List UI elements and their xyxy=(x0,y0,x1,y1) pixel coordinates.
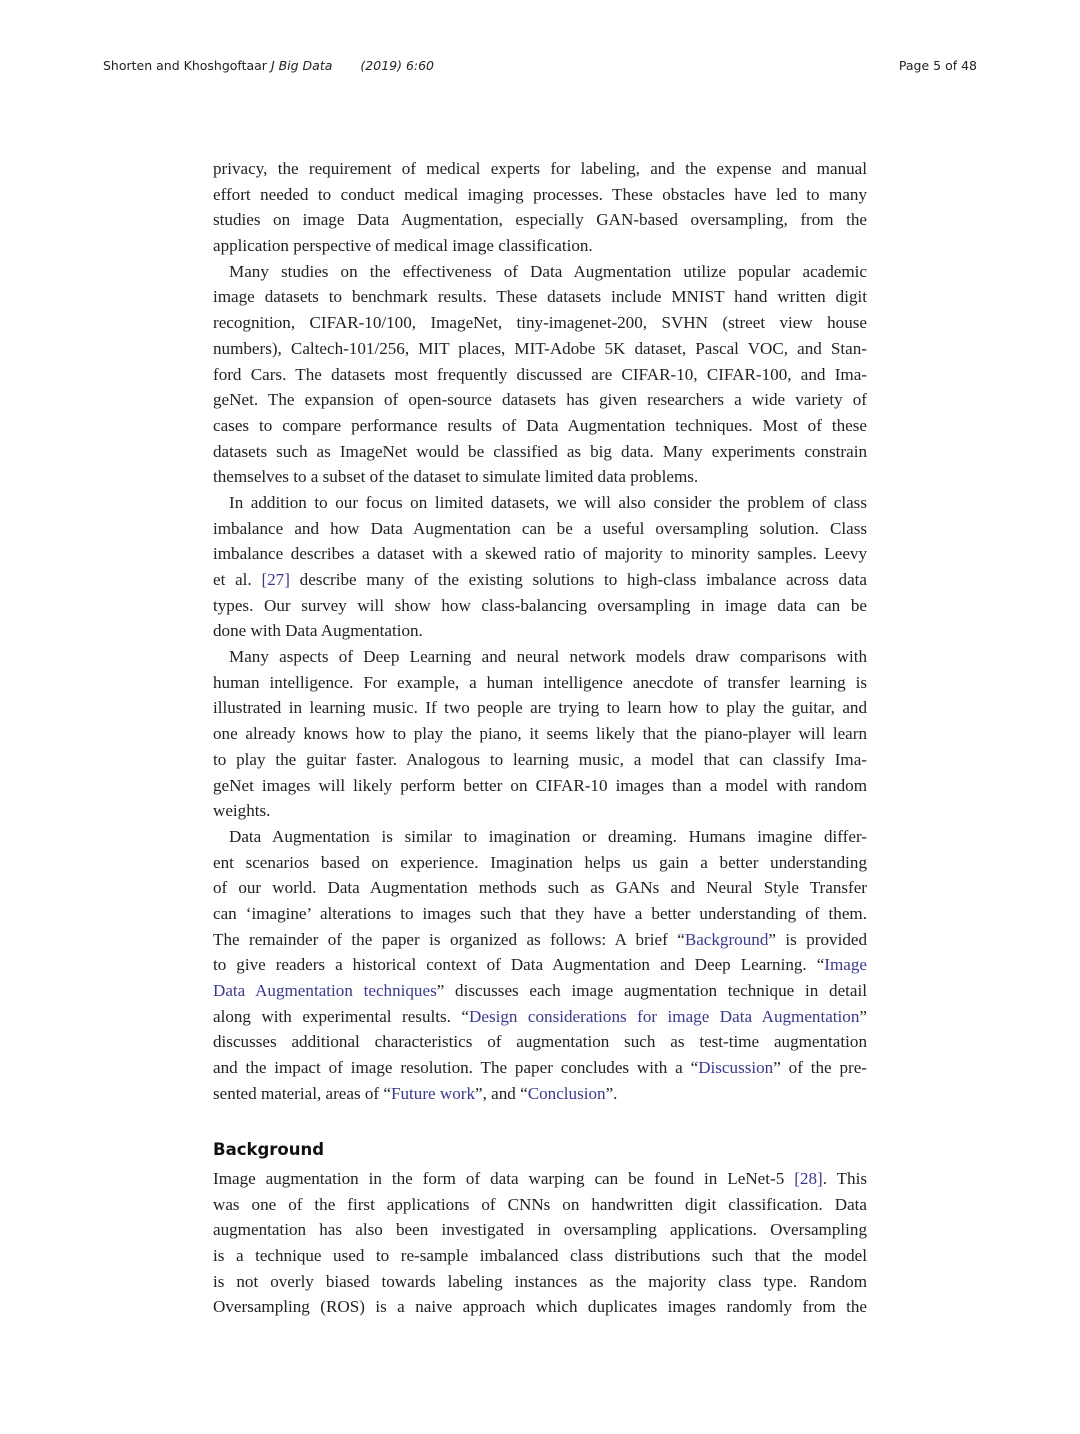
paragraph xyxy=(213,156,867,259)
text-line xyxy=(213,952,867,978)
text-line: Data Augmentation is similar to imagination or dreaming. Humans imagine differ- xyxy=(229,826,867,846)
text-line: themselves to a subset of the dataset to simulate limited data problems. xyxy=(213,467,699,487)
text-segment: et al. xyxy=(213,570,262,589)
section-body-text xyxy=(213,1166,867,1320)
text-line: is a technique used to re-sample imbalanced class distributions such that the model xyxy=(213,1246,867,1266)
text-line: can ‘imagine’ alterations to images such that they have a better understanding of them. xyxy=(213,903,867,923)
cross-reference-link[interactable]: Image xyxy=(824,955,867,975)
text-line: is not overly biased towards labeling instances as the majority class type. Random xyxy=(213,1271,867,1291)
text-segment: ” xyxy=(859,1006,867,1026)
page-number: Page 5 of 48 xyxy=(898,58,977,73)
text-line: studies on image Data Augmentation, especially GAN-based oversampling, from the xyxy=(213,210,867,230)
text-line xyxy=(213,1166,867,1192)
text-line xyxy=(213,567,867,593)
text-line: imbalance and how Data Augmentation can be a useful oversampling solution. Class xyxy=(213,518,867,538)
text-line: In addition to our focus on limited datasets, we will also consider the problem of class xyxy=(229,492,867,512)
text-line: ford Cars. The datasets most frequently discussed are CIFAR-10, CIFAR-100, and Ima- xyxy=(213,364,867,384)
paragraph xyxy=(213,824,867,1107)
cross-reference-link[interactable]: Background xyxy=(684,929,769,949)
text-segment: Image augmentation in the form of data warping can be found in LeNet-5 xyxy=(213,1169,795,1188)
text-segment: ”. xyxy=(605,1083,618,1103)
cross-reference-link[interactable]: [28] xyxy=(794,1169,823,1188)
text-line: imbalance describes a dataset with a skewed ratio of majority to minority samples. Leevy xyxy=(213,544,867,564)
text-line xyxy=(213,1055,867,1081)
text-line xyxy=(213,1004,867,1030)
text-line: to play the guitar faster. Analogous to learning music, a model that can classify Ima- xyxy=(213,749,867,769)
text-line: of our world. Data Augmentation methods such as GANs and Neural Style Transfer xyxy=(213,878,867,898)
text-segment: and the impact of image resolution. The paper concludes with a “ xyxy=(213,1058,699,1078)
text-line: geNet images will likely perform better on CIFAR-10 images than a model with random xyxy=(213,775,867,795)
text-line: Many aspects of Deep Learning and neural network models draw comparisons with xyxy=(229,647,867,667)
section-heading: Background xyxy=(213,1140,325,1159)
text-line xyxy=(213,978,867,1004)
text-segment: ” of the pre- xyxy=(773,1058,867,1078)
body-text xyxy=(213,156,867,1106)
volume-info: (2019) 6:60 xyxy=(360,58,435,73)
text-line: augmentation has also been investigated in oversampling applications. Oversampling xyxy=(213,1220,867,1240)
text-line xyxy=(213,1081,867,1107)
text-line: privacy, the requirement of medical experts for labeling, and the expense and manual xyxy=(213,159,867,178)
text-line xyxy=(213,927,867,953)
text-segment: . This xyxy=(822,1169,867,1188)
paragraph xyxy=(213,490,867,644)
text-line: one already knows how to play the piano, it seems likely that the piano-player will learn xyxy=(213,724,867,744)
text-line: was one of the first applications of CNNs on handwritten digit classification. Data xyxy=(213,1194,867,1214)
cross-reference-link[interactable]: Discussion xyxy=(698,1058,774,1078)
running-header xyxy=(103,58,977,78)
paragraph xyxy=(213,259,867,490)
text-line: geNet. The expansion of open-source datasets has given researchers a wide variety of xyxy=(213,390,867,410)
cross-reference-link[interactable]: [27] xyxy=(261,570,290,589)
text-line: image datasets to benchmark results. These datasets include MNIST hand written digit xyxy=(213,287,867,307)
text-line: human intelligence. For example, a human intelligence anecdote of transfer learning is xyxy=(213,672,867,692)
text-line: application perspective of medical image classification. xyxy=(213,236,593,256)
paragraph xyxy=(213,1166,867,1320)
text-line: Oversampling (ROS) is a naive approach which duplicates images randomly from the xyxy=(213,1297,867,1317)
text-line: illustrated in learning music. If two people are trying to learn how to play the guitar, and xyxy=(213,698,867,718)
text-line: cases to compare performance results of Data Augmentation techniques. Most of these xyxy=(213,415,867,435)
text-segment: ” discusses each image augmentation technique in detail xyxy=(436,981,867,1000)
text-line: types. Our survey will show how class-balancing oversampling in image data can be xyxy=(213,595,867,615)
text-segment: along with experimental results. “ xyxy=(213,1006,470,1026)
citation-header xyxy=(103,58,434,73)
text-segment: ”, and “ xyxy=(475,1083,528,1103)
authors: Shorten and Khoshgoftaar xyxy=(103,58,267,73)
text-line: numbers), Caltech-101/256, MIT places, MIT-Adobe 5K dataset, Pascal VOC, and Stan- xyxy=(213,338,867,358)
journal-name: J Big Data xyxy=(270,58,333,73)
text-line: discusses additional characteristics of augmentation such as test-time augmentation xyxy=(213,1032,867,1052)
paragraph xyxy=(213,644,867,824)
text-line: done with Data Augmentation. xyxy=(213,621,423,641)
text-segment: sented material, areas of “ xyxy=(213,1083,391,1103)
text-line: recognition, CIFAR-10/100, ImageNet, tiny-imagenet-200, SVHN (street view house xyxy=(213,313,867,333)
text-segment: The remainder of the paper is organized as follows: A brief “ xyxy=(213,929,685,949)
cross-reference-link[interactable]: Conclusion xyxy=(527,1083,606,1103)
cross-reference-link[interactable]: Future work xyxy=(390,1083,476,1103)
text-segment: to give readers a historical context of Data Augmentation and Deep Learning. “ xyxy=(213,955,825,975)
cross-reference-link[interactable]: Design considerations for image Data Augmentation xyxy=(469,1006,860,1026)
text-line: Many studies on the effectiveness of Data Augmentation utilize popular academic xyxy=(229,261,867,281)
cross-reference-link[interactable]: Data Augmentation techniques xyxy=(213,981,437,1000)
text-line: effort needed to conduct medical imaging processes. These obstacles have led to many xyxy=(213,184,867,204)
text-line: datasets such as ImageNet would be classified as big data. Many experiments constrain xyxy=(213,441,867,461)
text-line: weights. xyxy=(213,801,271,821)
text-segment: ” is provided xyxy=(768,929,867,949)
text-line: ent scenarios based on experience. Imagination helps us gain a better understanding xyxy=(213,852,867,872)
text-segment: describe many of the existing solutions to high-class imbalance across data xyxy=(289,570,868,589)
